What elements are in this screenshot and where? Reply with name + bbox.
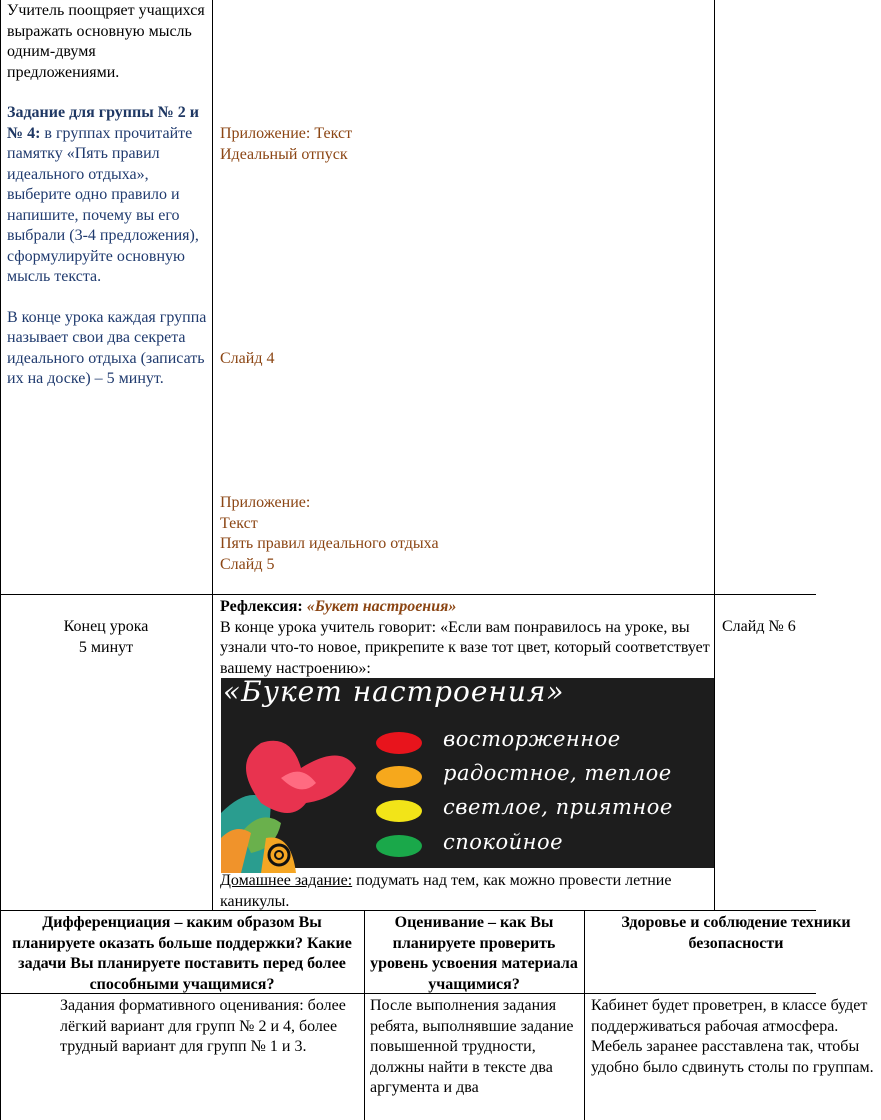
mood-bouquet-slide: [221, 675, 714, 868]
reflection-cell: [220, 597, 712, 679]
border: [584, 910, 585, 1120]
group-task: [7, 103, 207, 288]
health-text: Кабинет будет проветрен, в классе будет поддерживаться рабочая атмосфера. Мебель заранее расставлена так, чтобы удобно было сдвинуть столы по группам.: [591, 997, 874, 1076]
slide-6-label: Слайд № 6: [722, 618, 796, 635]
border: [212, 0, 213, 910]
appendix-text-1: [220, 124, 352, 165]
lesson-end-label: Конец урока: [63, 618, 149, 635]
reflection-text: В конце урока учитель говорит: «Если вам понравилось на уроке, вы узнали что-то новое, прикрепите к вазе тот цвет, который соответствует вашему настроению»:: [220, 618, 710, 677]
appendix-line: Идеальный отпуск: [220, 145, 348, 163]
flower-vase-illustration: [221, 723, 391, 873]
homework-label: Домашнее задание:: [220, 872, 353, 889]
lesson-end-time: 5 минут: [78, 638, 134, 656]
differentiation-header-text: Дифференциация – каким образом Вы планируете оказать больше поддержки? Какие задачи Вы планируете поставить перед более способными учащимися?: [12, 914, 352, 993]
group-task-label: Задание для группы № 2 и № 4:: [7, 104, 199, 142]
homework: [220, 871, 712, 912]
border: [364, 910, 365, 1120]
border: [0, 594, 816, 595]
appendix-line: Пять правил идеального отдыха: [220, 535, 439, 552]
border: [0, 0, 1, 1120]
assessment-header: [368, 913, 580, 995]
mood-label: спокойное: [443, 830, 564, 854]
slide-title: «Букет настроения»: [223, 675, 565, 708]
reflection-heading: [220, 597, 712, 618]
mood-label: восторженное: [443, 727, 621, 751]
appendix-line: Приложение:: [220, 494, 311, 511]
differentiation-header: [8, 913, 356, 995]
end-lesson-text: В конце урока каждая группа называет свои два секрета идеального отдыха (записать их на доске) – 5 минут.: [7, 308, 207, 387]
mood-dot-green: [376, 835, 422, 857]
homework-text: подумать над тем, как можно провести летние каникулы.: [220, 872, 672, 910]
mood-label: светлое, приятное: [443, 795, 673, 819]
border: [714, 0, 715, 910]
health-cell: [591, 996, 874, 1120]
appendix-line: Приложение: Текст: [220, 125, 353, 142]
mood-label: радостное, теплое: [443, 761, 672, 785]
intro-text: Учитель поощряет учащихся выражать основную мысль одним-двумя предложениями.: [7, 2, 205, 81]
assessment-header-text: Оценивание – как Вы планируете проверить уровень усвоения материала учащимися?: [370, 914, 578, 993]
health-header-text: Здоровье и соблюдение техники безопасности: [621, 914, 851, 952]
health-header: [591, 913, 851, 954]
appendix-text-2: [220, 493, 439, 575]
appendix-line: Текст: [220, 514, 258, 532]
mood-dot-red: [376, 732, 422, 754]
group-task-text: в группах прочитайте памятку «Пять правил идеального отдыха», выберите одно правило и напишите, почему вы его выбрали (3-4 предложения), сформулируйте основную мысль текста.: [7, 124, 199, 285]
reflection-title: «Букет настроения»: [306, 598, 457, 615]
mood-dot-orange: [376, 766, 422, 788]
slide-5-label: Слайд 5: [220, 555, 275, 573]
row1-left-cell: [7, 1, 207, 390]
slide-4-label: Слайд 4: [220, 350, 275, 367]
mood-dot-yellow: [376, 800, 422, 822]
assessment-cell: После выполнения задания ребята, выполнявшие задание повышенной трудности, должны найти в тексте два аргумента и два: [370, 997, 574, 1096]
differentiation-cell: Задания формативного оценивания: более лёгкий вариант для групп № 2 и 4, более трудный вариант для групп № 1 и 3.: [60, 997, 346, 1055]
reflection-label: Рефлексия:: [220, 598, 307, 615]
lesson-end-cell: [0, 617, 212, 658]
